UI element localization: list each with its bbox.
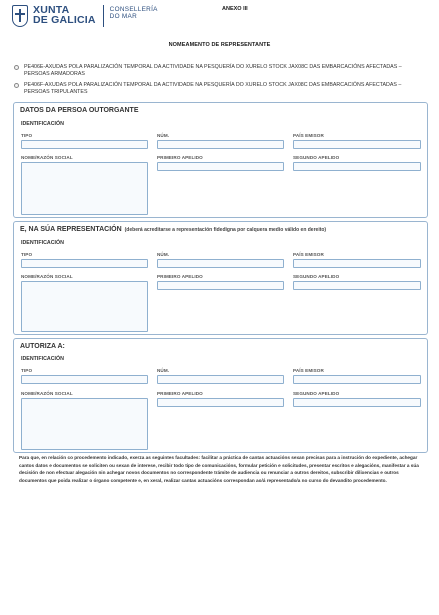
logo-line-2: DE GALICIA	[33, 14, 96, 26]
department-line-2: DO MAR	[109, 13, 138, 21]
logo-divider	[103, 5, 104, 27]
pais-emisor-field[interactable]	[293, 259, 421, 268]
tipo-field[interactable]	[21, 140, 148, 149]
identification-subheading: IDENTIFICACIÓN	[21, 121, 64, 127]
radio-button[interactable]	[14, 65, 19, 70]
department-name	[110, 5, 158, 20]
procedure-option-pe406e[interactable]	[14, 64, 426, 77]
logo-text	[33, 5, 96, 25]
department-line-1: CONSELLERÍA	[109, 6, 158, 13]
radio-button[interactable]	[14, 83, 19, 88]
nome-razon-label: NOME/RAZÓN SOCIAL	[21, 155, 73, 160]
num-field[interactable]	[157, 259, 284, 268]
num-label: NÚM.	[157, 252, 170, 257]
nome-razon-label: NOME/RAZÓN SOCIAL	[21, 391, 73, 396]
segundo-apelido-label: SEGUNDO APELIDO	[293, 274, 340, 279]
segundo-apelido-label: SEGUNDO APELIDO	[293, 391, 340, 396]
segundo-apelido-field[interactable]	[293, 162, 421, 171]
annex-label: ANEXO III	[222, 6, 248, 12]
procedure-option-pe406f[interactable]	[14, 82, 426, 95]
pais-emisor-field[interactable]	[293, 140, 421, 149]
identification-subheading: IDENTIFICACIÓN	[21, 356, 64, 362]
option-label: PE406E-AXUDAS POLA PARALIZACIÓN TEMPORAL DA ACTIVIDADE NA PESQUERÍA DO XURELO STOCK JAX08C DAS EMBARCACIÓNS AFECTADAS – PERSOAS ARMADORAS	[24, 64, 402, 77]
primeiro-apelido-label: PRIMEIRO APELIDO	[157, 391, 203, 396]
section-representative	[13, 221, 428, 335]
tipo-label: TIPO	[21, 368, 33, 373]
num-label: NÚM.	[157, 368, 170, 373]
tipo-label: TIPO	[21, 133, 33, 138]
galicia-seal-icon	[12, 5, 28, 27]
primeiro-apelido-field[interactable]	[157, 398, 284, 407]
pais-emisor-label: PAÍS EMISOR	[293, 368, 324, 373]
num-label: NÚM.	[157, 133, 170, 138]
primeiro-apelido-field[interactable]	[157, 162, 284, 171]
section-note: (deberá acreditarse a representación fidedigna por calquera medio válido en dereito)	[124, 227, 327, 233]
nome-razon-field[interactable]	[21, 281, 148, 332]
tipo-field[interactable]	[21, 375, 148, 384]
header	[12, 5, 432, 31]
section-title-text: E, NA SÚA REPRESENTACIÓN	[20, 226, 122, 233]
xunta-logo	[12, 5, 158, 27]
pais-emisor-label: PAÍS EMISOR	[293, 252, 324, 257]
num-field[interactable]	[157, 375, 284, 384]
logo-line-1: XUNTA	[33, 4, 70, 16]
primeiro-apelido-field[interactable]	[157, 281, 284, 290]
nome-razon-field[interactable]	[21, 162, 148, 215]
segundo-apelido-field[interactable]	[293, 398, 421, 407]
section-authorize	[13, 338, 428, 453]
nome-razon-label: NOME/RAZÓN SOCIAL	[21, 274, 73, 279]
pais-emisor-label: PAÍS EMISOR	[293, 133, 324, 138]
primeiro-apelido-label: PRIMEIRO APELIDO	[157, 155, 203, 160]
section-grantor	[13, 102, 428, 218]
section-title: DATOS DA PERSOA OUTORGANTE	[20, 107, 139, 114]
num-field[interactable]	[157, 140, 284, 149]
tipo-field[interactable]	[21, 259, 148, 268]
section-title	[20, 226, 326, 233]
tipo-label: TIPO	[21, 252, 33, 257]
option-label: PE406F-AXUDAS POLA PARALIZACIÓN TEMPORAL DA ACTIVIDADE NA PESQUERÍA DO XURELO STOCK JAX08C DAS EMBARCACIÓNS AFECTADAS – PERSOAS TRIPULANTES	[24, 82, 402, 95]
section-title: AUTORIZA A:	[20, 343, 65, 350]
powers-legal-text: Para que, en relación co procedemento indicado, exerza as seguintes facultades: facilitar a práctica de cantas actuacións sexan precisas para a instrución do expediente, achegar cantos datos e documentos se soliciten ou sexan de interese, recibir todo tipo de comunicacións, formular petición e solicitudes, presentar escritos e alegacións, manifestar a súa decisión de non efectuar alegación nin achegar novos documentos no correspondente trámite de audiencia ou renunciar a outros dereitos, subscribir dilixencias e outros documentos que poida realizar o órgano competente e, en xeral, realizar cantas actuacións correspondan ao/á representado/a no curso do devandito procedemento.	[19, 455, 419, 483]
segundo-apelido-field[interactable]	[293, 281, 421, 290]
document-title: NOMEAMENTO DE REPRESENTANTE	[168, 42, 271, 48]
primeiro-apelido-label: PRIMEIRO APELIDO	[157, 274, 203, 279]
pais-emisor-field[interactable]	[293, 375, 421, 384]
nome-razon-field[interactable]	[21, 398, 148, 450]
segundo-apelido-label: SEGUNDO APELIDO	[293, 155, 340, 160]
identification-subheading: IDENTIFICACIÓN	[21, 240, 64, 246]
